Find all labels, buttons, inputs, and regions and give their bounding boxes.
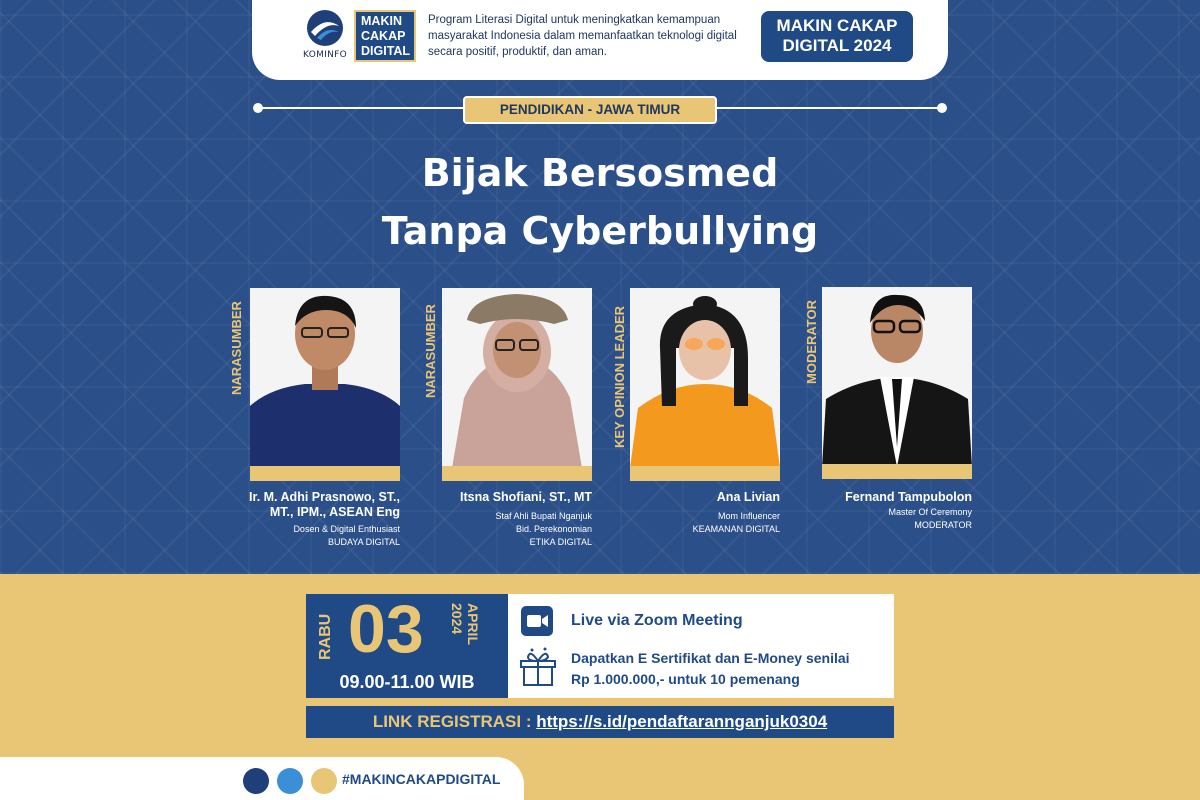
registration-link[interactable]: https://s.id/pendaftarannganjuk0304 [536,712,828,731]
program-year-badge [761,11,913,62]
kominfo-logo [300,8,350,66]
speaker-1-subtitle [200,523,400,549]
speaker-3-portrait-icon [630,288,780,468]
speaker-2-subtitle [392,510,592,549]
speaker-4-sub-line-2: MODERATOR [914,520,972,530]
zoom-video-icon [521,606,553,636]
speaker-1-portrait-icon [250,288,400,468]
speaker-2-sub-line-2: Bid. Perekonomian [515,524,592,534]
event-month-year [449,603,481,645]
speaker-3-sub-line-1: Mom Influencer [717,511,780,521]
event-title [0,144,1200,260]
speaker-1-role: NARASUMBER [229,301,244,395]
footer-hashtag: #MAKINCAKAPDIGITAL [342,771,501,787]
speaker-3-photo-bar [630,466,780,481]
title-line-2: Tanpa Cyberbullying [381,209,819,253]
kominfo-label: KOMINFO [302,50,347,60]
speaker-3-sub-line-2: KEAMANAN DIGITAL [692,524,780,534]
speaker-4-name: Fernand Tampubolon [845,490,972,504]
speaker-2-photo-bar [442,466,592,481]
category-pill: PENDIDIKAN - JAWA TIMUR [463,96,717,124]
title-line-1: Bijak Bersosmed [421,151,779,195]
speaker-4-photo [822,287,972,467]
speaker-1-name-line-2: MT., IPM., ASEAN Eng [269,505,400,519]
event-time: 09.00-11.00 WIB [339,672,475,692]
speaker-4-role: MODERATOR [804,299,819,384]
event-day-number: 03 [348,591,424,667]
prize-text [571,648,850,690]
divider-dot-right [937,103,947,113]
speaker-2-sub-line-3: ETIKA DIGITAL [529,537,592,547]
speaker-2-name: Itsna Shofiani, ST., MT [460,490,592,504]
speaker-2-sub-line-1: Staf Ahli Bupati Nganjuk [495,511,592,521]
badge-line-2: DIGITAL 2024 [782,36,892,55]
speaker-1-sub-line-1: Dosen & Digital Enthusiast [293,524,400,534]
event-month: APRIL [465,603,481,645]
speaker-1-photo-bar [250,466,400,481]
event-year: 2024 [449,603,465,635]
program-description: Program Literasi Digital untuk meningkatkan kemampuan masyarakat Indonesia dalam memanfaatkan teknologi digital secara positif, produktif, dan aman. [428,14,737,58]
footer-dot-blue [277,768,303,794]
logo-word-1: MAKIN [361,14,402,28]
logo-word-3: DIGITAL [361,44,411,58]
speaker-3-photo [630,288,780,468]
zoom-platform-text: Live via Zoom Meeting [571,612,743,629]
speaker-4-portrait-icon [822,287,972,467]
prize-line-1: Dapatkan E Sertifikat dan E-Money senilai [571,650,850,666]
prize-line-2: Rp 1.000.000,- untuk 10 pemenang [571,671,800,687]
logo-word-2: CAKAP [361,29,406,43]
speaker-3-subtitle [580,510,780,536]
registration-bar [306,706,894,738]
registration-label: LINK REGISTRASI : [372,712,537,731]
speaker-1-name [200,490,400,520]
speaker-4-sub-line-1: Master Of Ceremony [888,507,972,517]
footer-dot-gold [311,768,337,794]
gift-box-icon [518,645,558,689]
speaker-2-portrait-icon [442,288,592,468]
event-day-name: RABU [317,613,334,660]
badge-line-1: MAKIN CAKAP [776,16,898,35]
speaker-2-role: NARASUMBER [423,304,438,398]
footer-dot-navy [243,768,269,794]
speaker-3-name: Ana Livian [716,490,780,504]
speaker-1-sub-line-2: BUDAYA DIGITAL [327,537,400,547]
speaker-1-photo [250,288,400,468]
kominfo-emblem-icon [305,8,345,48]
speaker-1-name-line-1: Ir. M. Adhi Prasnowo, ST., [249,490,400,504]
speaker-4-subtitle [772,506,972,532]
speaker-3-role: KEY OPINION LEADER [612,305,627,448]
speaker-2-photo [442,288,592,468]
makin-cakap-digital-logo [354,10,416,62]
speaker-4-photo-bar [822,464,972,479]
divider-dot-left [253,103,263,113]
